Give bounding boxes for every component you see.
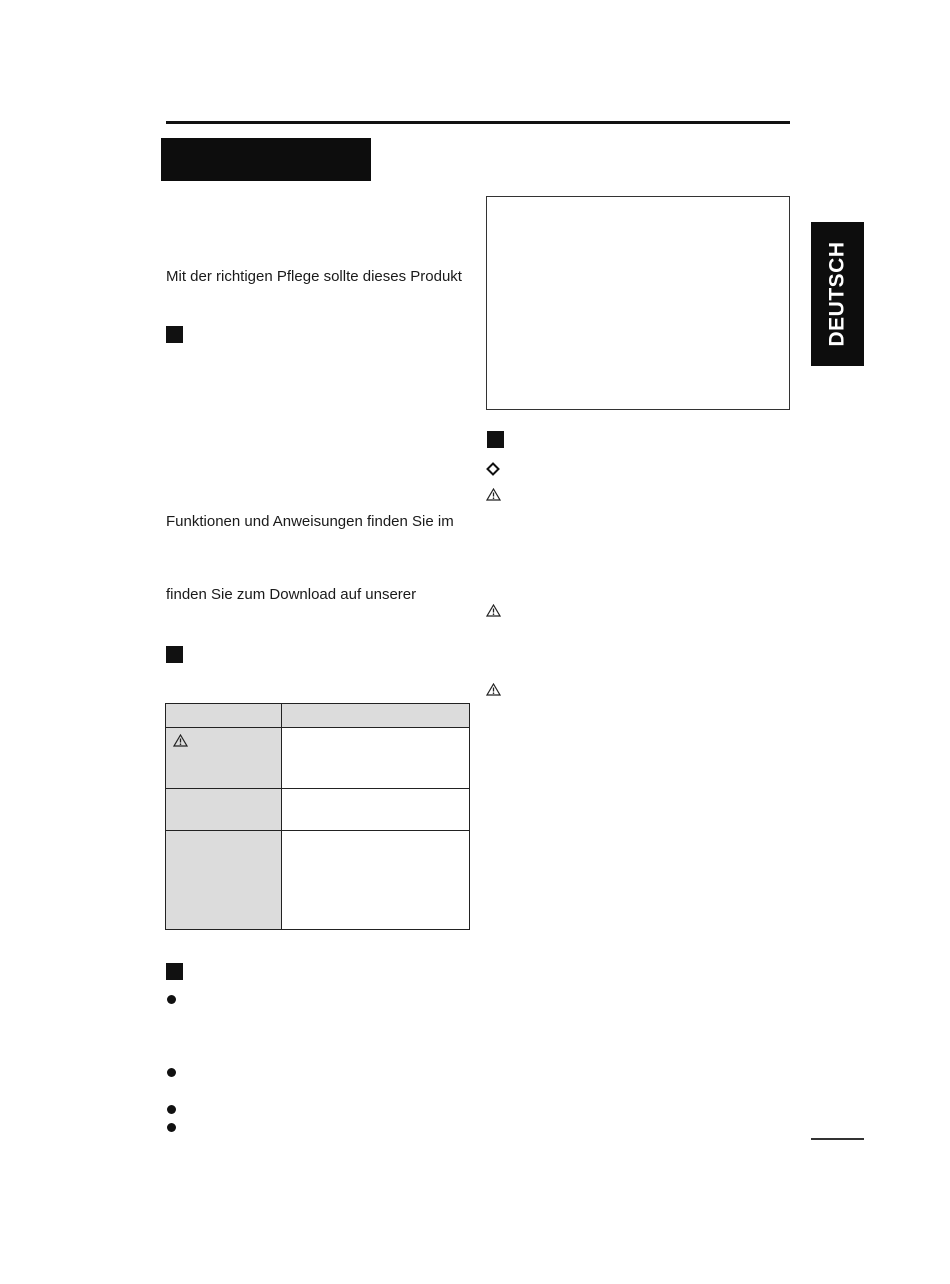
table-row — [166, 831, 470, 930]
bullet-2-icon — [167, 1068, 176, 1077]
table-row — [166, 728, 470, 789]
warning-triangle-icon — [486, 604, 501, 617]
table-cell-symbol — [166, 728, 282, 789]
language-tab — [811, 222, 864, 366]
boxed-note-panel — [486, 196, 790, 410]
table-cell-meaning — [282, 831, 470, 930]
language-tab-label: DEUTSCH — [825, 241, 849, 347]
section-marker-4-icon — [487, 431, 504, 448]
warning-triangle-icon — [173, 734, 188, 747]
table-header-cell-symbol — [166, 704, 282, 728]
section-marker-2-icon — [166, 646, 183, 663]
paragraph-download: finden Sie zum Download auf unserer — [166, 586, 417, 603]
paragraph-functions: Funktionen und Anweisungen finden Sie im — [166, 513, 454, 530]
table-cell-meaning — [282, 728, 470, 789]
paragraph-care: Mit der richtigen Pflege sollte dieses Produkt — [166, 268, 462, 285]
table-cell-meaning — [282, 789, 470, 831]
table-row — [166, 789, 470, 831]
section-marker-1-icon — [166, 326, 183, 343]
table-header-cell-meaning — [282, 704, 470, 728]
warning-triangle-icon — [486, 488, 501, 501]
table-cell-symbol — [166, 831, 282, 930]
table-header-row — [166, 704, 470, 728]
diamond-outline-icon — [486, 462, 500, 476]
section-marker-3-icon — [166, 963, 183, 980]
symbol-table — [165, 703, 470, 930]
bullet-1-icon — [167, 995, 176, 1004]
top-rule — [166, 121, 790, 124]
bullet-4-icon — [167, 1123, 176, 1132]
warning-triangle-icon — [486, 683, 501, 696]
table-cell-symbol — [166, 789, 282, 831]
title-block — [161, 138, 371, 181]
page-number-rule — [811, 1138, 864, 1140]
bullet-3-icon — [167, 1105, 176, 1114]
